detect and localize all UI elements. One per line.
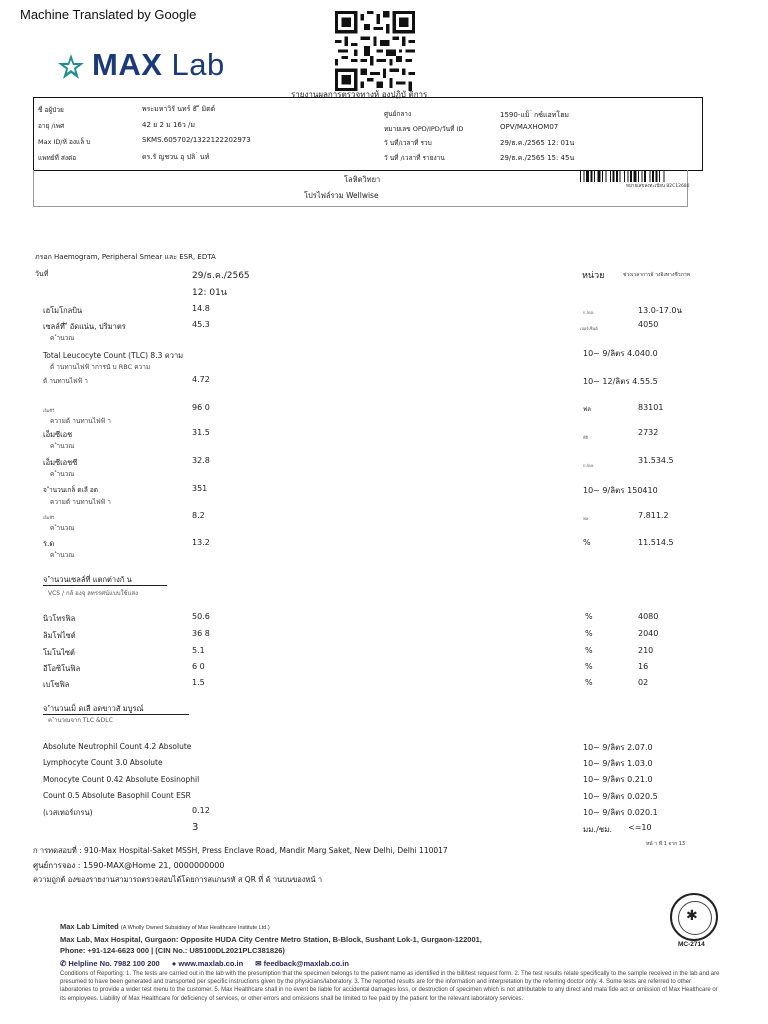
department-subtitle: โปรไฟล์รวม Wellwise — [304, 191, 379, 200]
row-mcv-unit: ฟล — [583, 406, 591, 413]
row-mch-range: 2732 — [638, 428, 659, 437]
row-neutrophil-range: 4080 — [638, 612, 659, 621]
row-mch-label: เอ็มซีเอช — [43, 430, 73, 439]
row-mchc-method: ค ำนวณ — [50, 470, 75, 478]
row-mpv-unit: ฟล — [583, 516, 589, 521]
company-subsidiary: (A Wholly Owned Subsidiary of Max Healthcare Institute Ltd.) — [120, 925, 270, 931]
dlc-section-title: จ ำนวนเซลล์ที่ แตกต่างกั น — [43, 575, 132, 584]
row-mcv-label: เอ็มซีวี — [43, 408, 55, 413]
max-lab-logo — [56, 47, 276, 84]
row-mcv-range: 83101 — [638, 403, 664, 412]
row-mcv-method: ความต้ านทานไฟฟ้ า — [50, 417, 111, 425]
row-mpv-range: 7.811.2 — [638, 511, 669, 520]
logo-text-bold: MAX — [92, 47, 163, 82]
row-rbc-label: ต้ านทานไฟฟ้ า — [43, 377, 88, 385]
row-mpv-value: 8.2 — [192, 511, 205, 520]
web-icon: ● — [171, 959, 177, 968]
esr-unit: มม./ชม. — [583, 825, 613, 834]
opd-id-value: OPV/MAXHOM07 — [500, 123, 559, 131]
row-platelet-method: ความต้ านทานไฟฟ้ า — [50, 498, 111, 506]
row-hemoglobin-unit: ก./ดล. — [583, 310, 595, 315]
row-rdw-unit: % — [583, 538, 591, 547]
row-lymphocyte-range: 2040 — [638, 629, 659, 638]
row-rdw-range: 11.514.5 — [638, 538, 674, 547]
row-pcv-value: 45.3 — [192, 320, 210, 329]
row-basophil-range: 02 — [638, 678, 649, 687]
department-title: โลหิตวิทยา — [344, 175, 381, 184]
row-eosinophil-range: 16 — [638, 662, 649, 671]
max-id-value: SKMS.605702/1322122202973 — [142, 136, 251, 144]
row-tlc-unit: 10~ 9/ลิตร 4.040.0 — [583, 349, 658, 358]
referring-doctor-value: ดร.รั ญชวน อุ ปลิ ่ นท์ — [142, 153, 210, 161]
row-mch-unit: พีจี — [583, 435, 588, 440]
company-address: Max Lab, Max Hospital, Gurgaon: Opposite HUDA City Centre Metro Station, B-Block, Sushant Lok-1, Gurgaon-122001, — [60, 935, 482, 944]
dlc-section-method: VCS / กล้ องจุ ลทรรศน์แบบใช้แสง — [48, 590, 139, 597]
basophil-abs-value: 0.12 — [192, 806, 210, 815]
row-platelet-unit: 10~ 9/ลิตร 150410 — [583, 486, 658, 495]
row-rbc-value: 4.72 — [192, 375, 210, 384]
barcode-number: หมายเลขลงทะเบียน 82C12680 — [626, 184, 690, 189]
age-sex-value: 42 ย 2 ม 16ว /ม — [142, 121, 196, 129]
row-mch-method: ค ำนวณ — [50, 442, 75, 450]
company-phone: Phone: +91-124-6623 000 | (CIN No.: U85100DL2021PLC381826) — [60, 946, 285, 955]
row-monocyte-value: 5.1 — [192, 646, 205, 655]
website: www.maxlab.co.in — [178, 959, 244, 968]
dlc-section-underline — [43, 585, 167, 586]
abs-section-title: จ ำนวนเม็ ดเลื อดขาวสั มบูรณ์ — [43, 704, 144, 713]
report-date-label: วั นที่ /เวลาที่ รายงาน — [384, 154, 445, 162]
row-hemoglobin-value: 14.8 — [192, 304, 210, 313]
row-mchc-range: 31.534.5 — [638, 456, 674, 465]
row-pcv-label: เซลล์ที่ ี อัดแน่น, ปริมาตร — [43, 322, 126, 331]
qr-code-icon — [335, 11, 415, 91]
row-tlc-method: ต้ านทานไฟฟ้ าการนั บ RBC ความ — [50, 363, 151, 371]
date-value: 29/ธ.ค./2565 — [192, 271, 250, 281]
row-rbc-unit: 10~ 12/ลิตร 4.55.5 — [583, 377, 658, 386]
booking-centre: ศูนย์การจอง : 1590-MAX@Home 21, 0000000000 — [33, 861, 225, 870]
abs-unit-2: 10~ 9/ลิตร 1.03.0 — [583, 759, 653, 768]
row-basophil-unit: % — [585, 678, 593, 687]
row-platelet-value: 351 — [192, 484, 208, 493]
row-platelet-label: จ ำนวนเกล็ ดเลื อด — [43, 486, 99, 494]
logo-text-light: Lab — [171, 47, 225, 82]
time-value: 12: 01น — [192, 288, 227, 298]
row-lymphocyte-label: ลิมโฟไซต์ — [43, 631, 76, 640]
esr-range: <=10 — [628, 823, 652, 832]
patient-name-label: ชื่ อผู้ป่วย — [38, 106, 64, 114]
centre-value: 1590-แม็ ่ กซ์แอทโฮม — [500, 111, 570, 119]
email: feedback@maxlab.co.in — [263, 959, 349, 968]
machine-translated-label: Machine Translated by Google — [20, 7, 197, 22]
row-lymphocyte-unit: % — [585, 629, 593, 638]
row-mchc-value: 32.8 — [192, 456, 210, 465]
test-name: ภรอก Haemogram, Peripheral Smear และ ESR, EDTA — [35, 253, 216, 261]
row-mpv-method: ค ำนวณ — [50, 524, 75, 532]
row-basophil-value: 1.5 — [192, 678, 205, 687]
row-mchc-label: เอ็มซีเอชซี — [43, 458, 78, 467]
row-hemoglobin-range: 13.0-17.0น — [638, 306, 682, 315]
abs-unit-4: 10~ 9/ลิตร 0.020.5 — [583, 792, 658, 801]
abs-unit-3: 10~ 9/ลิตร 0.21.0 — [583, 775, 653, 784]
row-neutrophil-value: 50.6 — [192, 612, 210, 621]
collection-date-value: 29/ธ.ค./2565 12: 01น — [500, 139, 575, 147]
qr-verify-note: ความถูกต้ องของรายงานสามารถตรวจสอบได้โดยการสแกนรหั ส QR ที่ ด้ านบนของหน้ า — [33, 875, 323, 884]
row-neutrophil-unit: % — [585, 612, 593, 621]
range-header: ช่วงเวลาการอ้ างอิงทางชีวภาพ — [623, 272, 690, 278]
age-sex-label: อายุ /เพศ — [38, 122, 65, 130]
report-date-value: 29/ธ.ค./2565 15: 45น — [500, 154, 575, 162]
row-monocyte-unit: % — [585, 646, 593, 655]
patient-name-value: พระมหาวิรั นทร์ ธิ ี มิตต์ — [142, 105, 216, 113]
email-icon: ✉ — [255, 959, 262, 968]
report-title: รายงานผลการตรวจทางห้ องปฏิบั ติการ — [291, 90, 428, 99]
row-rdw-method: ค ำนวณ — [50, 551, 75, 559]
row-hemoglobin-label: เฮโมโกลบิน — [43, 306, 83, 315]
unit-header: หน่วย — [582, 271, 605, 281]
row-mch-value: 31.5 — [192, 428, 210, 437]
referring-doctor-label: แพทย์ที่ ส่งต่อ — [38, 154, 77, 162]
test-location: ก ารทดสอบที่ : 910-Max Hospital-Saket MSSH, Press Enclave Road, Mandir Marg Saket, New Delhi, Delhi 110017 — [33, 846, 448, 855]
abs-line-5: (เวสเทอร์เกรน) — [43, 808, 93, 817]
abs-section-method: ค ำนวณจาก TLC &DLC — [48, 717, 113, 724]
max-id-label: Max ID/ห้ องแล็ บ — [38, 138, 91, 146]
barcode-icon — [580, 170, 728, 182]
company-name: Max Lab Limited — [60, 922, 119, 931]
row-mchc-unit: ก./ดล. — [583, 463, 595, 468]
row-mcv-value: 96 0 — [192, 403, 210, 412]
row-monocyte-range: 210 — [638, 646, 654, 655]
row-basophil-label: เบโซฟิล — [43, 680, 70, 689]
accreditation-seal-icon: ✱ — [670, 893, 718, 941]
row-pcv-range: 4050 — [638, 320, 659, 329]
patient-info-box — [33, 97, 703, 171]
collection-date-label: วั นที่/เวลาที่ รวบ — [384, 139, 432, 147]
abs-line-1: Absolute Neutrophil Count 4.2 Absolute — [43, 742, 192, 751]
opd-id-label: หมายเลข OPD/IPD/วันที่ ID — [384, 125, 464, 133]
row-monocyte-label: โมโนไซต์ — [43, 648, 75, 657]
abs-line-4: Count 0.5 Absolute Basophil Count ESR — [43, 791, 191, 800]
accreditation-number: MC-2714 — [678, 941, 705, 948]
row-pcv-method: ค ำนวณ — [50, 334, 75, 342]
phone-icon: ✆ — [60, 959, 67, 968]
date-label: วันที่ — [35, 270, 49, 278]
row-rdw-value: 13.2 — [192, 538, 210, 547]
page-number: หน้ า ที่ 1 จาก 13 — [646, 841, 686, 847]
abs-unit-5: 10~ 9/ลิตร 0.020.1 — [583, 808, 658, 817]
conditions-of-reporting: Conditions of Reporting: 1. The tests are carried out in the lab with the presumption that the specimen belongs to the patient name as identified in the bill/test request form. 2. The test results relate specifically to the sample received in the lab and are presumed to have been generated and transported per specific instructions given by the physicians/laboratory. 3. The reported results are for the information and interpretation by the referring doctor only. 4. Some tests are referred to other laboratories to provide a wider test menu to the customer. 5. Max Healthcare shall in no event be liable for accidental damages loss, or destruction of specimen which is not attributable to any direct and mala fide act or omission of Max Healthcare or its employees. Liability of Max Healthcare for deficiency of services, or other errors and omissions shall be limited to fee paid by the patient for the relevant laboratory services. — [60, 971, 720, 1002]
row-eosinophil-label: อีโอซิโนฟิล — [43, 664, 81, 673]
abs-unit-1: 10~ 9/ลิตร 2.07.0 — [583, 743, 653, 752]
row-lymphocyte-value: 36 8 — [192, 629, 210, 638]
row-eosinophil-unit: % — [585, 662, 593, 671]
abs-line-2: Lymphocyte Count 3.0 Absolute — [43, 758, 163, 767]
abs-line-3: Monocyte Count 0.42 Absolute Eosinophil — [43, 775, 200, 784]
row-rdw-label: ร.ด — [43, 539, 55, 548]
row-neutrophil-label: นิวโทรฟิล — [43, 614, 76, 623]
helpline: Helpline No. 7982 100 200 — [68, 959, 160, 968]
row-tlc-label: Total Leucocyte Count (TLC) 8.3 ความ — [43, 351, 184, 360]
row-eosinophil-value: 6 0 — [192, 662, 205, 671]
esr-value: 3 — [192, 822, 199, 833]
row-pcv-unit: เปอร์เซ็นต์ — [580, 326, 598, 331]
centre-label: ศูนย์กลาง — [384, 110, 412, 118]
star-icon — [56, 52, 86, 82]
row-mpv-label: เอ็มพีวี — [43, 515, 55, 520]
